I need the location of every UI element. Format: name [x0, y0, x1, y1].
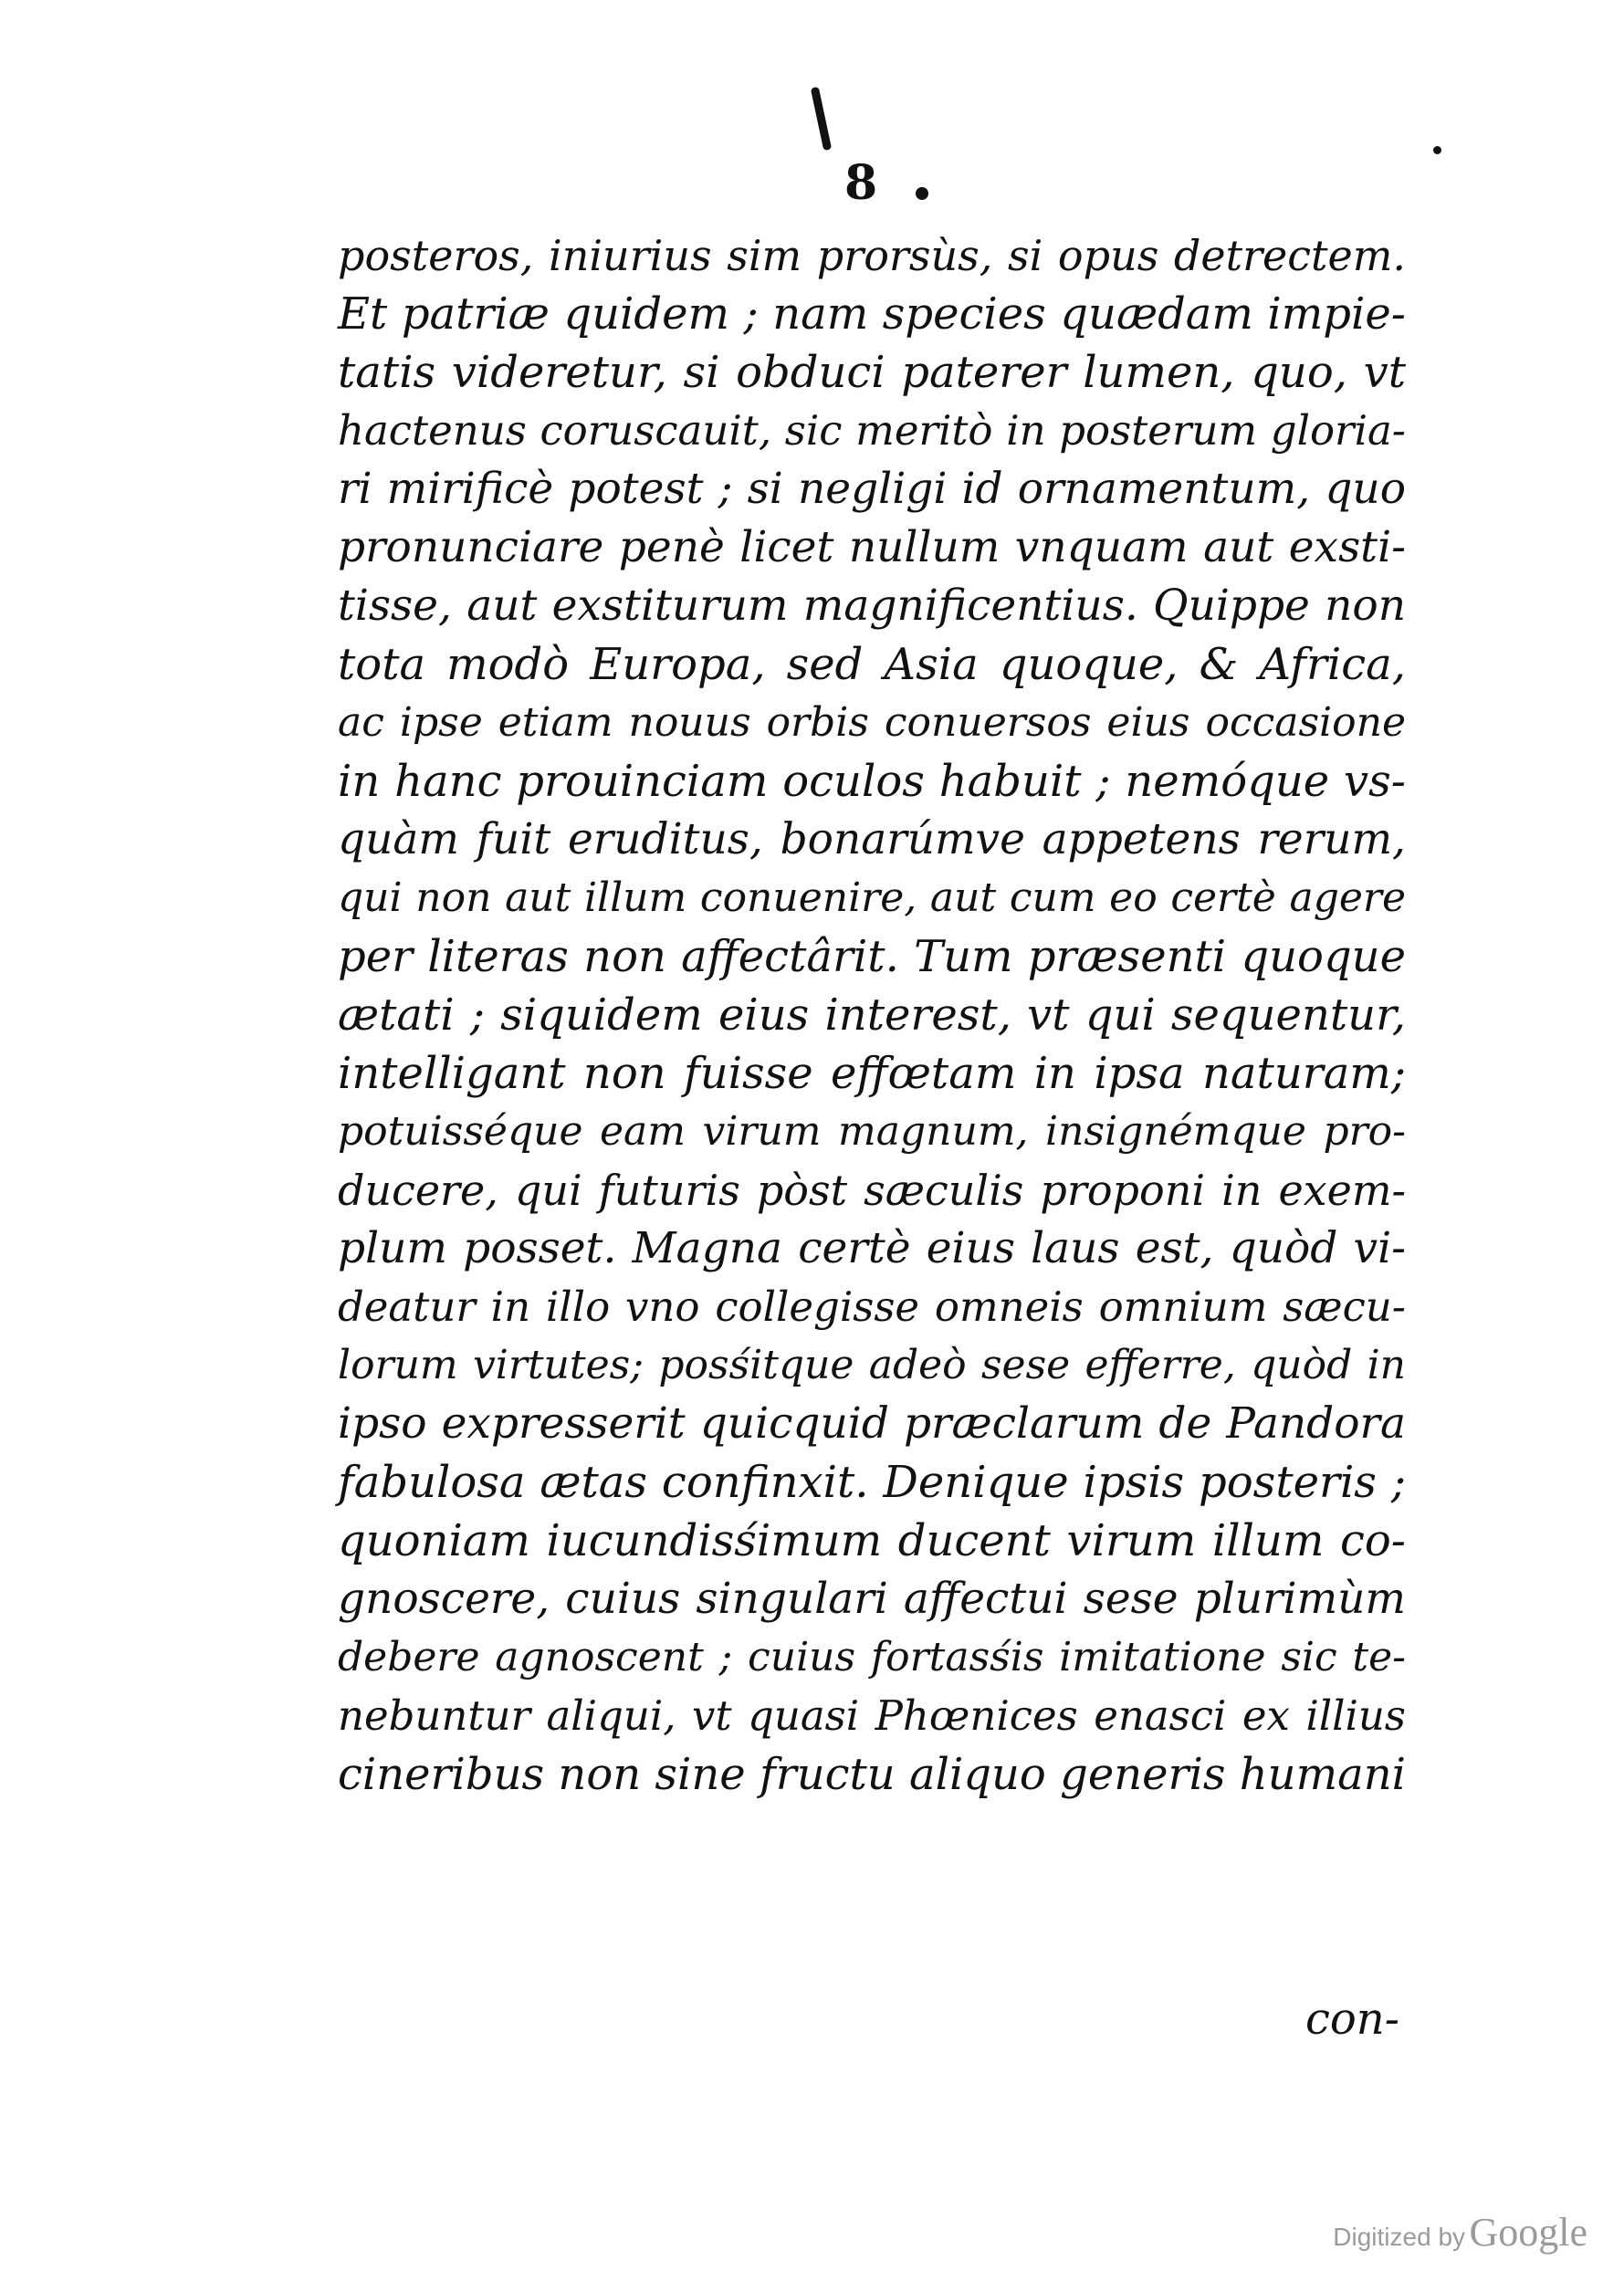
- text-line: debere agnoscent ; cuius fortasśis imitatione sic te-: [338, 1634, 1406, 1680]
- text-line: posteros, iniurius sim prorsùs, si opus detrectem.: [338, 231, 1406, 280]
- digitized-watermark: [1333, 2209, 1587, 2256]
- text-line: ri mirificè potest ; si negligi id ornamentum, quo: [338, 464, 1406, 514]
- text-line: pronunciare penè licet nullum vnquam aut exsti-: [338, 522, 1406, 572]
- text-line: ducere, qui futuris pòst sæculis proponi in exem-: [338, 1166, 1406, 1215]
- text-line: ætati ; siquidem eius interest, vt qui sequentur,: [338, 989, 1406, 1041]
- text-line: ac ipse etiam nouus orbis conuersos eius occasione: [338, 699, 1406, 746]
- text-line: hactenus coruscauit, sic meritò in posterum gloria-: [338, 406, 1406, 455]
- text-line: ipso expresserit quicquid præclarum de Pandora: [338, 1398, 1406, 1449]
- text-line: qui non aut illum conuenire, aut cum eo certè agere: [338, 874, 1406, 921]
- page-number: 8: [844, 155, 878, 211]
- text-line: lorum virtutes; posśitque adeò sese efferre, quòd in: [338, 1342, 1406, 1388]
- text-line: nebuntur aliqui, vt quasi Phœnices enasci ex illius: [338, 1691, 1406, 1740]
- text-line: in hanc prouinciam oculos habuit ; nemóque vs-: [338, 756, 1406, 807]
- text-line: plum posset. Magna certè eius laus est, quòd vi-: [338, 1223, 1406, 1273]
- text-line: tota modò Europa, sed Asia quoque, & Africa,: [338, 639, 1406, 690]
- text-line: intelligant non fuisse effœtam in ipsa naturam;: [338, 1048, 1406, 1099]
- text-line: quàm fuit eruditus, bonarúmve appetens rerum,: [338, 814, 1406, 864]
- text-line: tatis videretur, si obduci paterer lumen, quo, vt: [338, 347, 1406, 398]
- text-line: Et patriæ quidem ; nam species quædam impie-: [338, 288, 1406, 340]
- ink-dot-mark: [1433, 146, 1441, 154]
- text-line: cineribus non sine fructu aliquo generis humani: [338, 1749, 1406, 1800]
- text-line: potuisséque eam virum magnum, insignémque pro-: [338, 1108, 1406, 1155]
- google-logo: Google: [1469, 2210, 1587, 2255]
- catchword: con-: [1305, 1994, 1399, 2045]
- ink-stroke-mark: [811, 87, 832, 151]
- text-line: fabulosa ætas confinxit. Denique ipsis posteris ;: [338, 1457, 1406, 1508]
- body-text: [338, 226, 1406, 1804]
- text-line: gnoscere, cuius singulari affectui sese plurimùm: [338, 1574, 1406, 1624]
- text-line: quoniam iucundisśimum ducent virum illum co-: [338, 1515, 1406, 1566]
- text-line: per literas non affectârit. Tum præsenti quoque: [338, 931, 1406, 982]
- text-line: deatur in illo vno collegisse omneis omnium sæcu-: [338, 1282, 1406, 1331]
- text-line: tisse, aut exstiturum magnificentius. Quippe non: [338, 581, 1406, 631]
- watermark-prefix: Digitized by: [1333, 2223, 1466, 2251]
- ink-dot-mark: [916, 187, 928, 200]
